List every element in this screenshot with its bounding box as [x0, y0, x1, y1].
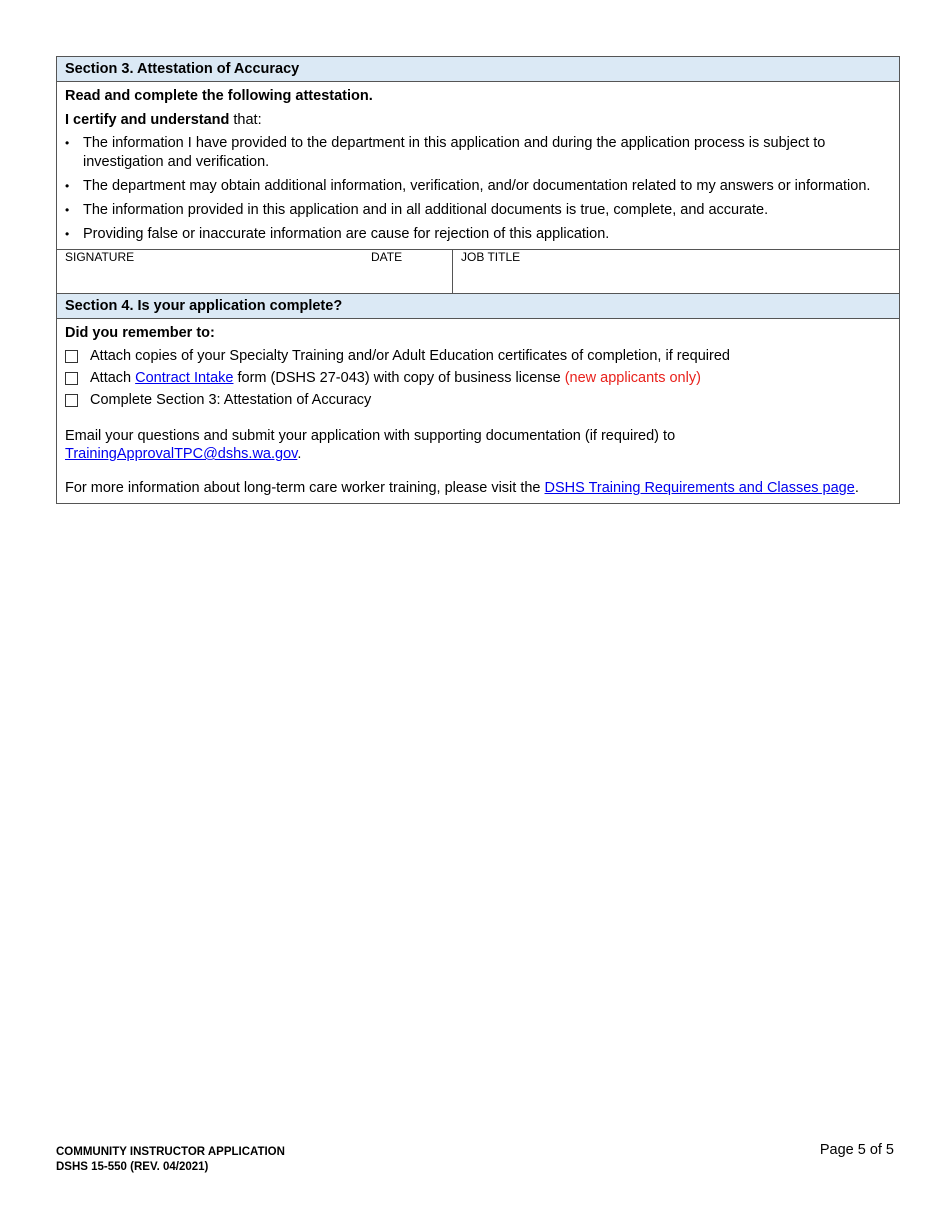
footer-form-name: COMMUNITY INSTRUCTOR APPLICATION [56, 1146, 285, 1158]
email-instructions [65, 427, 891, 463]
signature-field[interactable] [57, 250, 363, 293]
signature-label: SIGNATURE [65, 250, 135, 264]
section-4-header: Section 4. Is your application complete? [57, 294, 899, 319]
more-info-end: . [854, 480, 859, 496]
attestation-item [65, 177, 891, 196]
bullet-icon: • [65, 136, 70, 150]
job-title-field[interactable] [453, 250, 899, 293]
attestation-list [65, 134, 891, 244]
footer-form-number: DSHS 15-550 (REV. 04/2021) [56, 1161, 209, 1173]
signature-row [57, 249, 899, 294]
job-title-label: JOB TITLE [461, 250, 521, 264]
new-applicants-note: (new applicants only) [564, 369, 701, 386]
page-number: Page 5 of 5 [819, 1142, 894, 1158]
contract-intake-checkbox[interactable] [65, 372, 78, 385]
section-3-header: Section 3. Attestation of Accuracy [57, 57, 899, 82]
checklist-lead: Did you remember to: [65, 325, 215, 341]
email-text: Email your questions and submit your application with supporting documentation (if required) to [65, 428, 676, 444]
checklist-item-text: Attach copies of your Specialty Training and/or Adult Education certificates of completion, if required [90, 347, 730, 364]
checklist-text-pre: Attach [90, 369, 136, 386]
certify-bold: I certify and understand [65, 112, 230, 128]
date-field[interactable] [363, 250, 453, 293]
attestation-checkbox[interactable] [65, 394, 78, 407]
checklist-item-text [90, 369, 701, 388]
attestation-item-text: The information I have provided to the department in this application and during the application process is subject to investigation and verification. [83, 135, 826, 170]
attestation-item-text: The information provided in this application and in all additional documents is true, complete, and accurate. [83, 202, 769, 218]
footer-form-info [56, 1145, 285, 1175]
checklist-item [65, 389, 891, 411]
more-info [65, 479, 891, 497]
checklist-item-text: Complete Section 3: Attestation of Accuracy [90, 391, 372, 408]
certify-statement [65, 111, 891, 130]
attestation-item [65, 225, 891, 244]
application-form [56, 56, 900, 504]
date-label: DATE [371, 250, 403, 264]
bullet-icon: • [65, 203, 70, 217]
bullet-icon: • [65, 227, 70, 241]
attestation-item [65, 201, 891, 220]
certify-rest: that: [229, 112, 262, 128]
certificates-checkbox[interactable] [65, 350, 78, 363]
more-info-text: For more information about long-term care worker training, please visit the [65, 480, 545, 496]
attestation-item-text: The department may obtain additional information, verification, and/or documentation related to my answers or information. [83, 178, 871, 194]
section-4-body [57, 324, 899, 503]
training-requirements-link[interactable]: DSHS Training Requirements and Classes page [544, 480, 855, 496]
checklist-text-mid: form (DSHS 27-043) with copy of business license [233, 369, 565, 386]
checklist-item [65, 345, 891, 367]
bullet-icon: • [65, 179, 70, 193]
attestation-lead: Read and complete the following attestation. [65, 88, 373, 104]
email-link[interactable]: TrainingApprovalTPC@dshs.wa.gov [65, 446, 298, 462]
section-3-body [57, 87, 899, 244]
email-end: . [297, 446, 302, 462]
attestation-item-text: Providing false or inaccurate information are cause for rejection of this application. [83, 226, 610, 242]
contract-intake-link[interactable]: Contract Intake [135, 369, 234, 386]
checklist-item [65, 367, 891, 389]
attestation-item [65, 134, 891, 172]
